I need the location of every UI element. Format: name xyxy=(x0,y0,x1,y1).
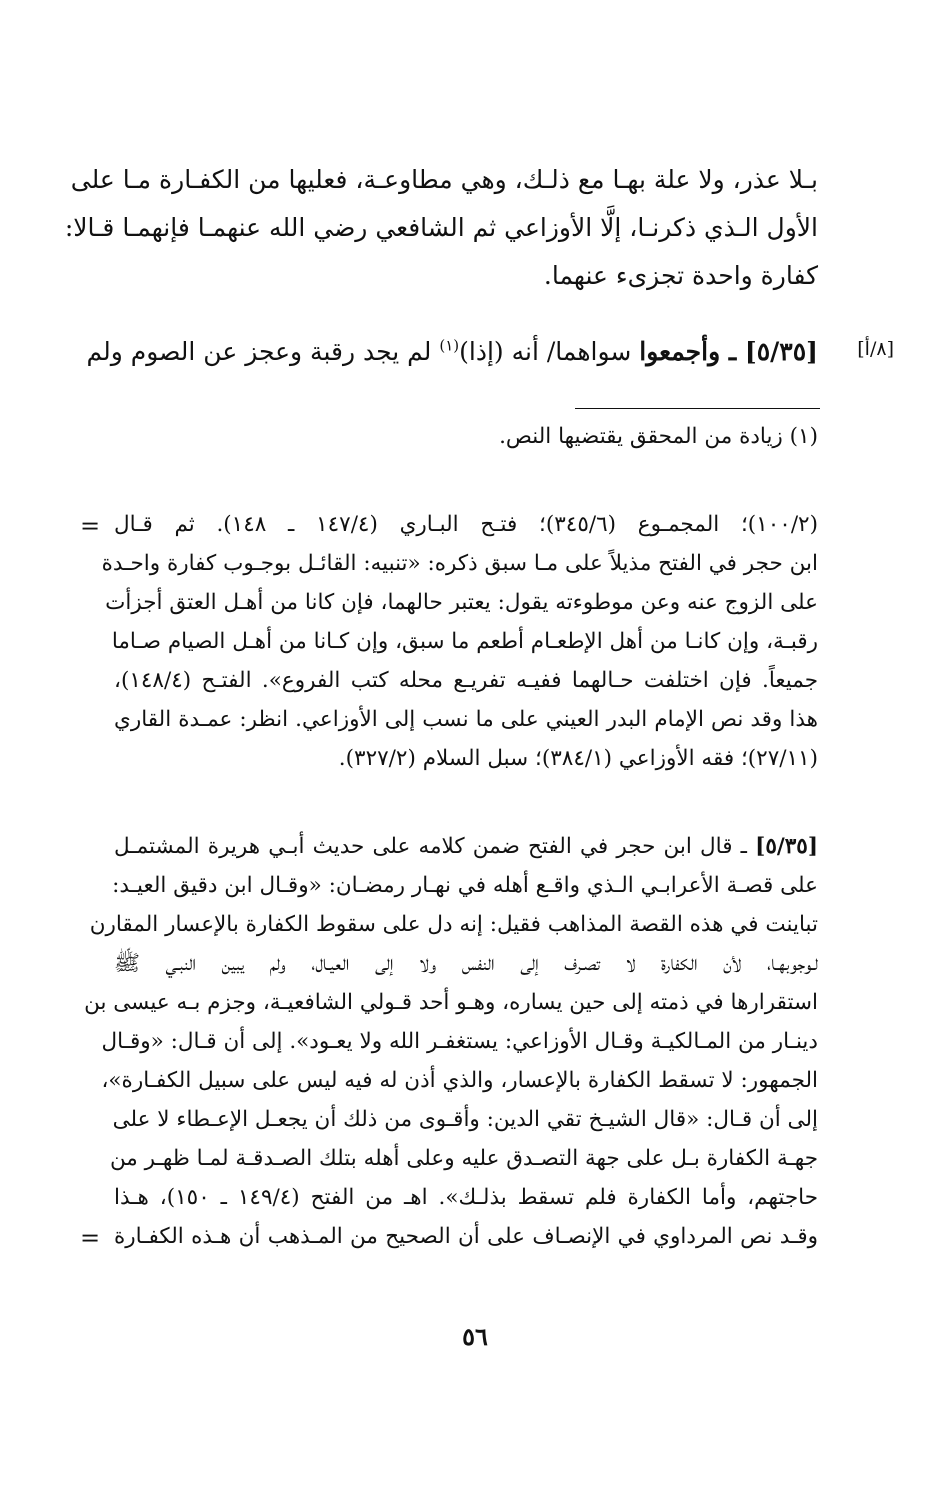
commentary2-line-7: الجمهور: لا تسقط الكفارة بالإعسار، والذي أذن له فيه ليس على سبيل الكفـارة»، xyxy=(101,1068,818,1093)
commentary-line-6: هذا وقد نص الإمام البدر العيني على ما نسب إلى الأوزاعي. انظر: عمـدة القاري xyxy=(114,707,818,732)
commentary2-line-11: وقـد نص المرداوي في الإنصـاف على أن الصحيح من المـذهب أن هـذه الكفـارة xyxy=(114,1224,818,1249)
commentary2-line-8: إلى أن قـال: «قال الشيـخ تقي الدين: وأقـوى من ذلك أن يجعـل الإعـطاء لا على xyxy=(112,1107,818,1132)
continuation-marker-top: = xyxy=(80,512,101,540)
commentary2-line-4: لـوجوبهـا، لأن الكفارة لا تصـرف إلى النفس ولا إلى العيـال، ولم يبين النبـي ﷺ xyxy=(114,951,818,976)
commentary2-number: [٥/٣٥] xyxy=(755,834,818,859)
commentary2-first-text: ـ قال ابن حجر في الفتح ضمن كلامه على حديث أبـي هريرة المشتمـل xyxy=(114,834,756,859)
ruling-number: [٥/٣٥] xyxy=(744,337,818,366)
ruling-keyword: وأجمعوا xyxy=(639,337,721,366)
commentary2-line-10: حاجتهم، وأما الكفارة فلم تسقط بذلـك». اهـ من الفتح (١٤٩/٤ ـ ١٥٠)، هـذا xyxy=(114,1185,818,1210)
commentary-line-5: جميعاً. فإن اختلفت حـالهما ففيـه تفريـع محله كتب الفروع». الفتـح (١٤٨/٤)، xyxy=(114,668,818,693)
footnote-1: (١) زيادة من المحقق يقتضيها النص. xyxy=(499,424,818,449)
footnote-separator xyxy=(575,408,820,409)
commentary2-line-6: دينـار من المـالكيـة وقـال الأوزاعي: يستغفـر الله ولا يعـود». إلى أن قـال: «وقـال xyxy=(101,1029,818,1054)
main-text-line-1: بـلا عذر، ولا علة بهـا مع ذلـك، وهي مطاوعـة، فعليها من الكفـارة مـا على xyxy=(70,165,818,194)
commentary-line-3: على الزوج عنه وعن موطوءته يقول: يعتبر حالهما، فإن كانا من أهـل العتق أجزأت xyxy=(105,590,818,615)
commentary2-line-1 xyxy=(114,830,818,864)
ruling-text-before-note: سواهما/ أنه (إذا) xyxy=(459,337,640,366)
commentary-line-7: (٢٧/١١)؛ فقه الأوزاعي (٣٨٤/١)؛ سبل السلام (٣٢٧/٢). xyxy=(338,746,818,771)
page-number: ٥٦ xyxy=(462,1322,488,1351)
commentary2-line-2: على قصـة الأعرابـي الـذي واقـع أهله في نهـار رمضـان: «وقـال ابن دقيق العيـد: xyxy=(112,873,818,898)
ruling-dash: ـ xyxy=(720,337,745,366)
main-text-line-2: الأول الـذي ذكرنـا، إلَّا الأوزاعي ثم الشافعي رضي الله عنهمـا فإنهمـا قـالا: xyxy=(64,213,818,242)
ruling-text-after-note: لم يجد رقبة وعجز عن الصوم ولم xyxy=(86,337,440,366)
commentary2-line-5: استقرارها في ذمته إلى حين يساره، وهـو أحد قـولي الشافعيـة، وجزم بـه عيسى بن xyxy=(84,990,818,1015)
commentary2-line-9: جهـة الكفارة بـل على جهة التصـدق عليه وعلى أهله بتلك الصـدقـة لمـا ظهـر من xyxy=(109,1146,818,1171)
commentary-line-1: (١٠٠/٢)؛ المجمـوع (٣٤٥/٦)؛ فتـح البـاري (١٤٧/٤ ـ ١٤٨). ثم قـال xyxy=(114,512,818,537)
commentary-line-4: رقبـة، وإن كانـا من أهل الإطعـام أطعم ما سبق، وإن كـانا من أهـل الصيام صـاما xyxy=(111,629,818,654)
margin-reference: [٨/أ] xyxy=(857,338,894,360)
footnote-reference: (١) xyxy=(439,336,460,355)
commentary-line-2: ابن حجر في الفتح مذيلاً على مـا سبق ذكره: «تنبيه: القائـل بوجـوب كفارة واحـدة xyxy=(101,551,818,576)
main-text-line-3: كفارة واحدة تجزىء عنهما. xyxy=(543,261,818,290)
ruling-line xyxy=(86,332,818,372)
continuation-marker-bottom: = xyxy=(80,1224,101,1252)
commentary2-line-3: تباينت في هذه القصة المذاهب فقيل: إنه دل على سقوط الكفارة بالإعسار المقارن xyxy=(89,912,818,937)
